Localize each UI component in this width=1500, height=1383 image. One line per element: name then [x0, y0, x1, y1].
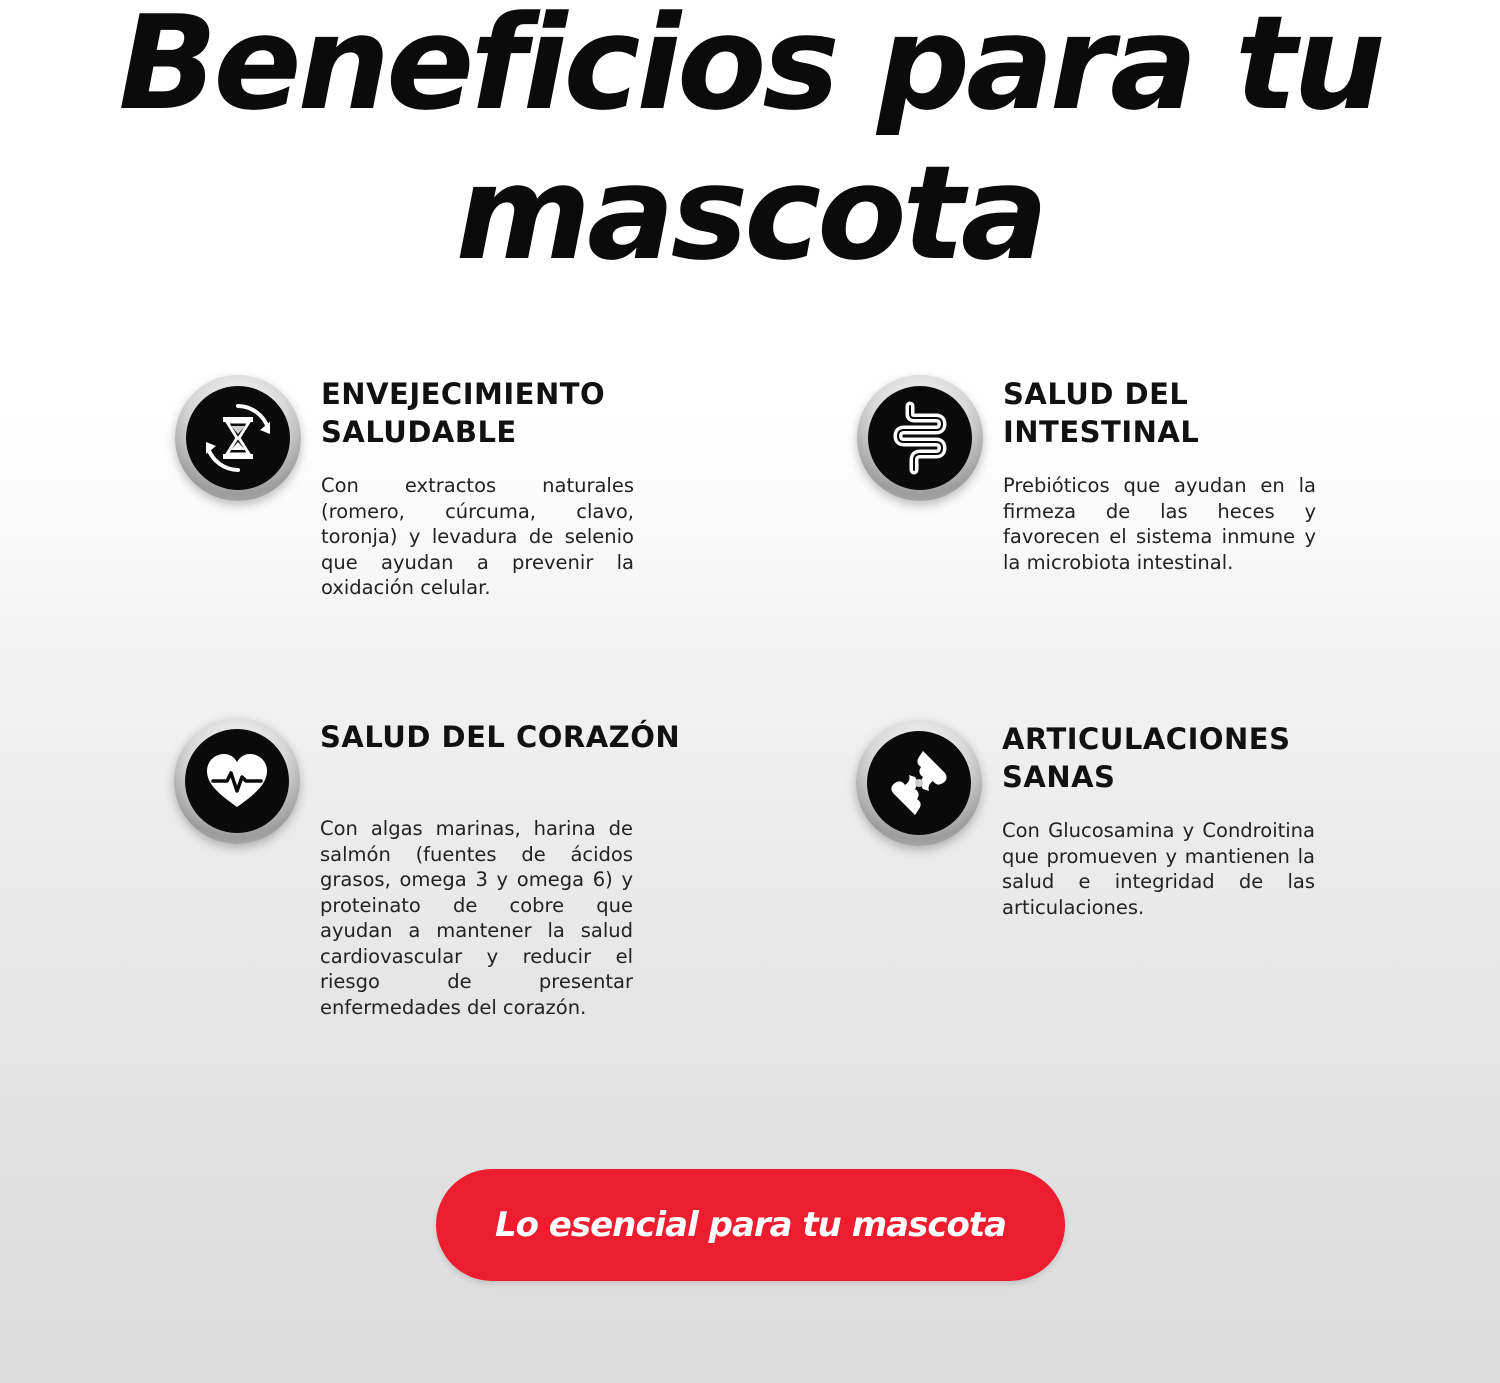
heart-pulse-icon [174, 718, 300, 844]
benefit-description: Con extractos naturales (romero, cúrcuma, clavo, toronja) y levadura de selenio que ayudan a prevenir la oxidación celular. [321, 474, 634, 599]
benefit-heading: SALUD DEL INTESTINAL [1003, 377, 1200, 449]
benefit-description: Prebióticos que ayudan en la firmeza de las heces y favorecen el sistema inmune y la microbiota intestinal. [1003, 474, 1316, 574]
joint-icon [856, 720, 982, 846]
intestine-icon [857, 375, 983, 501]
benefit-heading: ARTICULACIONES SANAS [1002, 722, 1291, 794]
benefit-heading: SALUD DEL CORAZÓN [320, 720, 681, 754]
hourglass-cycle-icon [175, 375, 301, 501]
benefit-description: Con algas marinas, harina de salmón (fuentes de ácidos grasos, omega 3 y omega 6) y proteinato de cobre que ayudan a mantener la salud cardiovascular y reducir el riesgo de presentar enfermedades del corazón. [320, 817, 633, 1019]
cta-button[interactable]: Lo esencial para tu mascota [436, 1169, 1065, 1281]
benefit-heading: ENVEJECIMIENTO SALUDABLE [321, 377, 606, 449]
page-title: Beneficios para tu mascota [118, 0, 1382, 289]
benefit-description: Con Glucosamina y Condroitina que promueven y mantienen la salud e integridad de las articulaciones. [1002, 819, 1315, 919]
